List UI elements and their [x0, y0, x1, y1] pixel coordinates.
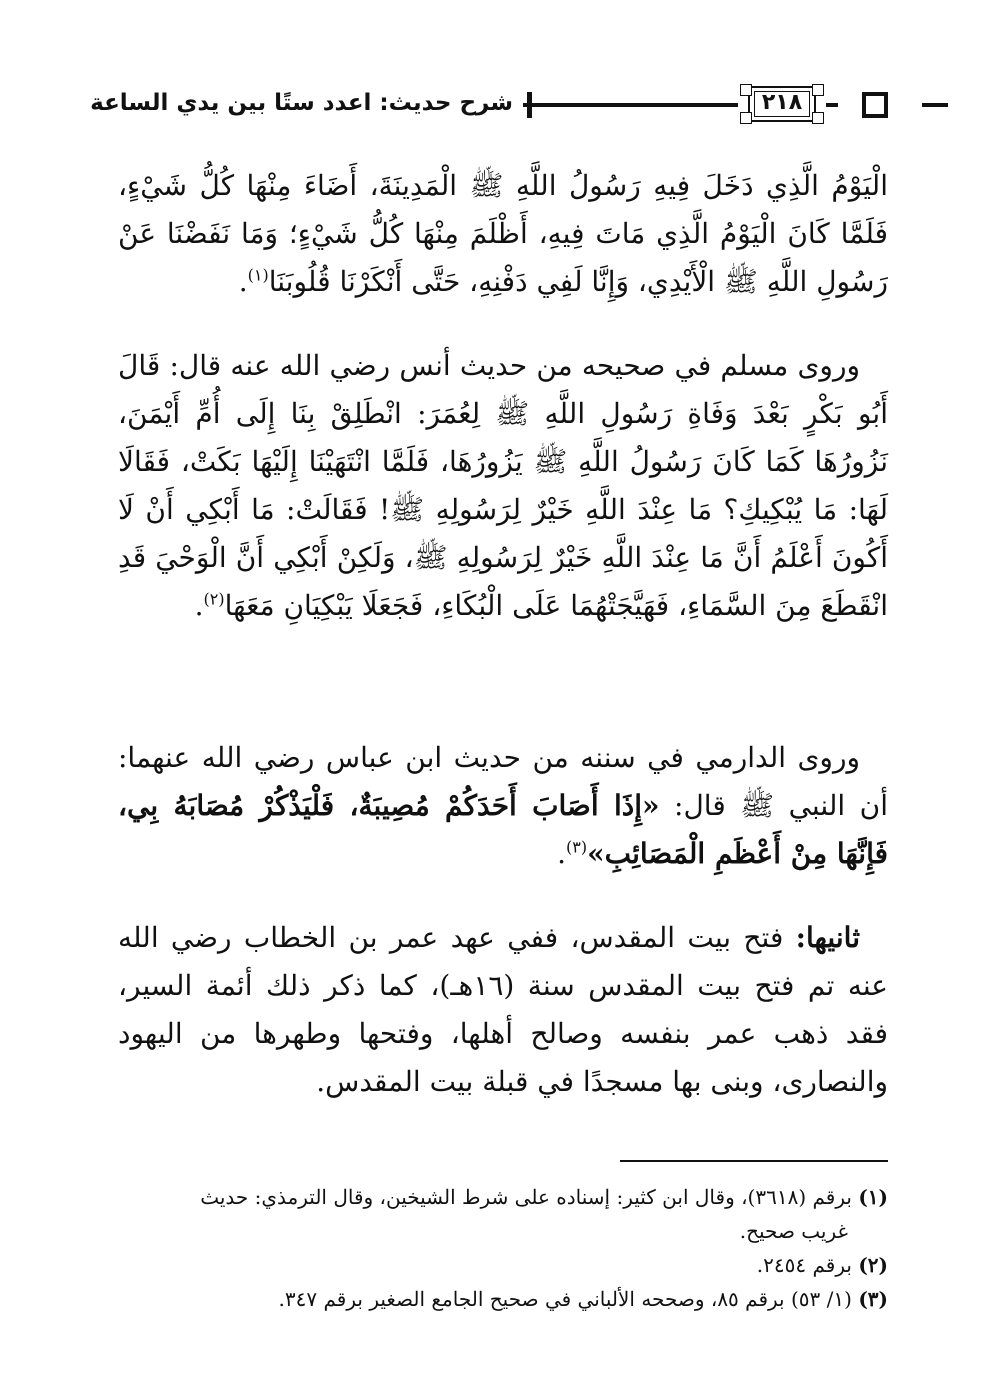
- footnote-2-text: برقم ٢٤٥٤.: [756, 1253, 852, 1277]
- paragraph-1-text: الْيَوْمُ الَّذِي دَخَلَ فِيهِ رَسُولُ اللَّهِ ﷺ الْمَدِينَةَ، أَضَاءَ مِنْهَا كُلُّ شَيْءٍ، فَلَمَّا كَانَ الْيَوْمُ الَّذِي مَاتَ فِيهِ، أَظْلَمَ مِنْهَا كُلُّ شَيْءٍ؛ وَمَا نَفَضْنَا عَنْ رَسُولِ اللَّهِ ﷺ الْأَيْدِي، وَإِنَّا لَفِي دَفْنِهِ، حَتَّى أَنْكَرْنَا قُلُوبَنَا: [118, 169, 888, 298]
- footnote-1-text: برقم (٣٦١٨)، وقال ابن كثير: إسناده على شرط الشيخين، وقال الترمذي: حديث: [200, 1185, 852, 1209]
- paragraph-2-text: وروى مسلم في صحيحه من حديث أنس رضي الله عنه قال: قَالَ أَبُو بَكْرٍ بَعْدَ وَفَاةِ رَسُولِ اللَّهِ ﷺ لِعُمَرَ: انْطَلِقْ بِنَا إِلَى أُمِّ أَيْمَنَ، نَزُورُهَا كَمَا كَانَ رَسُولُ اللَّهِ ﷺ يَزُورُهَا، فَلَمَّا انْتَهَيْنَا إِلَيْهَا بَكَتْ، فَقَالَا لَهَا: مَا يُبْكِيكِ؟ مَا عِنْدَ اللَّهِ خَيْرٌ لِرَسُولِهِ ﷺ! فَقَالَتْ: مَا أَبْكِي أَنْ لَا أَكُونَ أَعْلَمُ أَنَّ مَا عِنْدَ اللَّهِ خَيْرٌ لِرَسُولِهِ ﷺ، وَلَكِنْ أَبْكِي أَنَّ الْوَحْيَ قَدِ انْقَطَعَ مِنَ السَّمَاءِ، فَهَيَّجَتْهُمَا عَلَى الْبُكَاءِ، فَجَعَلَا يَبْكِيَانِ مَعَهَا: [118, 349, 888, 622]
- footnote-ref-1: (١): [247, 265, 269, 285]
- paragraph-4-text: فتح بيت المقدس، ففي عهد عمر بن الخطاب رضي الله عنه تم فتح بيت المقدس سنة (١٦هـ)، كما ذكر ذلك أئمة السير، فقد ذهب عمر بنفسه وصالح أهلها، وفتحها وطهرها من اليهود والنصارى، وبنى بها مسجدًا في قبلة بيت المقدس.: [118, 921, 888, 1098]
- paragraph-4-lead: ثانيها:: [795, 921, 860, 954]
- footnote-3-number: (٣): [858, 1287, 888, 1311]
- page-number: ٢١٨: [761, 90, 803, 115]
- footnote-ref-2: (٢): [203, 589, 225, 609]
- footnote-1-continued: غريب صحيح.: [739, 1219, 848, 1243]
- paragraph-1: الْيَوْمُ الَّذِي دَخَلَ فِيهِ رَسُولُ اللَّهِ ﷺ الْمَدِينَةَ، أَضَاءَ مِنْهَا كُلُّ شَيْءٍ، فَلَمَّا كَانَ الْيَوْمُ الَّذِي مَاتَ فِيهِ، أَظْلَمَ مِنْهَا كُلُّ شَيْءٍ؛ وَمَا نَفَضْنَا عَنْ رَسُولِ اللَّهِ ﷺ الْأَيْدِي، وَإِنَّا لَفِي دَفْنِهِ، حَتَّى أَنْكَرْنَا قُلُوبَنَا$^{(١)}$.: [118, 169, 888, 298]
- paragraph-2: وروى مسلم في صحيحه من حديث أنس رضي الله عنه قال: قَالَ أَبُو بَكْرٍ بَعْدَ وَفَاةِ رَسُولِ اللَّهِ ﷺ لِعُمَرَ: انْطَلِقْ بِنَا إِلَى أُمِّ أَيْمَنَ، نَزُورُهَا كَمَا كَانَ رَسُولُ اللَّهِ ﷺ يَزُورُهَا، فَلَمَّا انْتَهَيْنَا إِلَيْهَا بَكَتْ، فَقَالَا لَهَا: مَا يُبْكِيكِ؟ مَا عِنْدَ اللَّهِ خَيْرٌ لِرَسُولِهِ ﷺ! فَقَالَتْ: مَا أَبْكِي أَنْ لَا أَكُونَ أَعْلَمُ أَنَّ مَا عِنْدَ اللَّهِ خَيْرٌ لِرَسُولِهِ ﷺ، وَلَكِنْ أَبْكِي أَنَّ الْوَحْيَ قَدِ انْقَطَعَ مِنَ السَّمَاءِ، فَهَيَّجَتْهُمَا عَلَى الْبُكَاءِ، فَجَعَلَا يَبْكِيَانِ مَعَهَا$^{(٢)}$.: [118, 349, 888, 622]
- paragraph-4: [118, 914, 888, 1106]
- header-title: شرح حديث: اعدد ستًا بين يدي الساعة: [80, 90, 523, 116]
- footnote-ref-3: (٣): [566, 837, 588, 857]
- footnote-2: [118, 1248, 888, 1282]
- header-rule-right: [922, 103, 948, 107]
- paragraph-3: وروى الدارمي في سننه من حديث ابن عباس رضي الله عنهما: أن النبي ﷺ قال: «إِذَا أَصَابَ أَحَدَكُمْ مُصِيبَةٌ، فَلْيَذْكُرْ مُصَابَهُ بِي، فَإِنَّهَا مِنْ أَعْظَمِ الْمَصَائِبِ»$^{(٣)}$.: [118, 741, 888, 870]
- paragraph-3-intro: وروى الدارمي في سننه من حديث ابن عباس رضي الله عنهما: أن النبي ﷺ قال:: [118, 741, 888, 822]
- footnote-3-text: (١/ ٥٣) برقم ٨٥، وصححه الألباني في صحيح الجامع الصغير برقم ٣٤٧.: [278, 1287, 852, 1311]
- hadith-quote: «إِذَا أَصَابَ أَحَدَكُمْ مُصِيبَةٌ، فَلْيَذْكُرْ مُصَابَهُ بِي، فَإِنَّهَا مِنْ أَعْظَمِ الْمَصَائِبِ»: [118, 789, 888, 870]
- footnote-2-number: (٢): [858, 1253, 888, 1277]
- footnote-1: [118, 1180, 888, 1214]
- footnote-3: [118, 1282, 888, 1316]
- header-title-bar-right: [527, 92, 532, 118]
- page-number-frame: [738, 84, 826, 124]
- footnotes: [118, 1180, 888, 1316]
- footnote-1-number: (١): [858, 1185, 888, 1209]
- footnote-separator: [620, 1160, 888, 1162]
- header-right-square: [862, 92, 888, 118]
- page-header: [90, 84, 888, 128]
